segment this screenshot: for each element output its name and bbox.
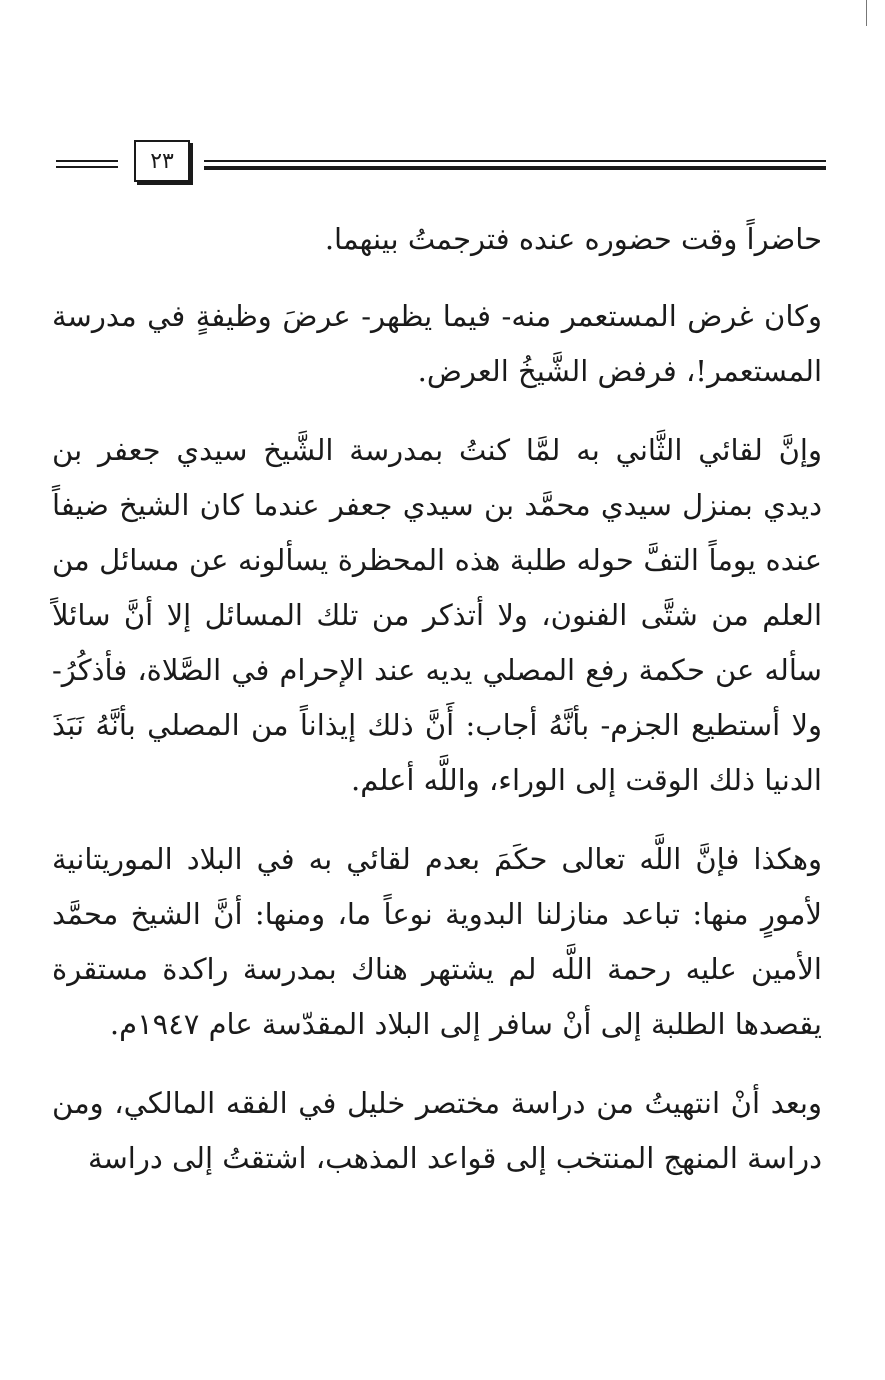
paragraph: وهكذا فإنَّ اللَّه تعالى حكَمَ بعدم لقائي به في البلاد الموريتانية لأمورٍ منها: تباعد منازلنا البدوية نوعاً ما، ومنها: أنَّ الشيخ محمَّد الأمين عليه رحمة اللَّه لم يشتهر هناك بمدرسة راكدة مستقرة يقصدها الطلبة إلى أنْ سافر إلى البلاد المقدّسة عام ١٩٤٧م.	[52, 842, 822, 1041]
header-rule-left	[56, 160, 118, 168]
page-number: ٢٣	[134, 140, 190, 182]
page-body	[52, 212, 822, 1210]
paragraph: وبعد أنْ انتهيتُ من دراسة مختصر خليل في الفقه المالكي، ومن دراسة المنهج المنتخب إلى قواعد المذهب، اشتقتُ إلى دراسة	[52, 1086, 822, 1175]
header-rule-right	[204, 160, 826, 170]
page-header	[56, 138, 826, 184]
paragraph: وإنَّ لقائي الثَّاني به لمَّا كنتُ بمدرسة الشَّيخ سيدي جعفر بن ديدي بمنزل سيدي محمَّد بن سيدي جعفر عندما كان الشيخ ضيفاً عنده يوماً التفَّ حوله طلبة هذه المحظرة يسألونه عن مسائل من العلم من شتَّى الفنون، ولا أتذكر من تلك المسائل إلا أنَّ سائلاً سأله عن حكمة رفع المصلي يديه عند الإحرام في الصَّلاة، فأذكُرُ- ولا أستطيع الجزم- بأنَّهُ أجاب: أَنَّ ذلك إيذاناً من المصلي بأنَّهُ نَبَذَ الدنيا ذلك الوقت إلى الوراء، واللَّه أعلم.	[52, 433, 822, 797]
paragraph: وكان غرض المستعمر منه- فيما يظهر- عرضَ وظيفةٍ في مدرسة المستعمر!، فرفض الشَّيخُ العرض.	[52, 299, 822, 388]
paragraph: حاضراً وقت حضوره عنده فترجمتُ بينهما.	[324, 222, 822, 256]
page-corner-mark	[866, 0, 867, 26]
